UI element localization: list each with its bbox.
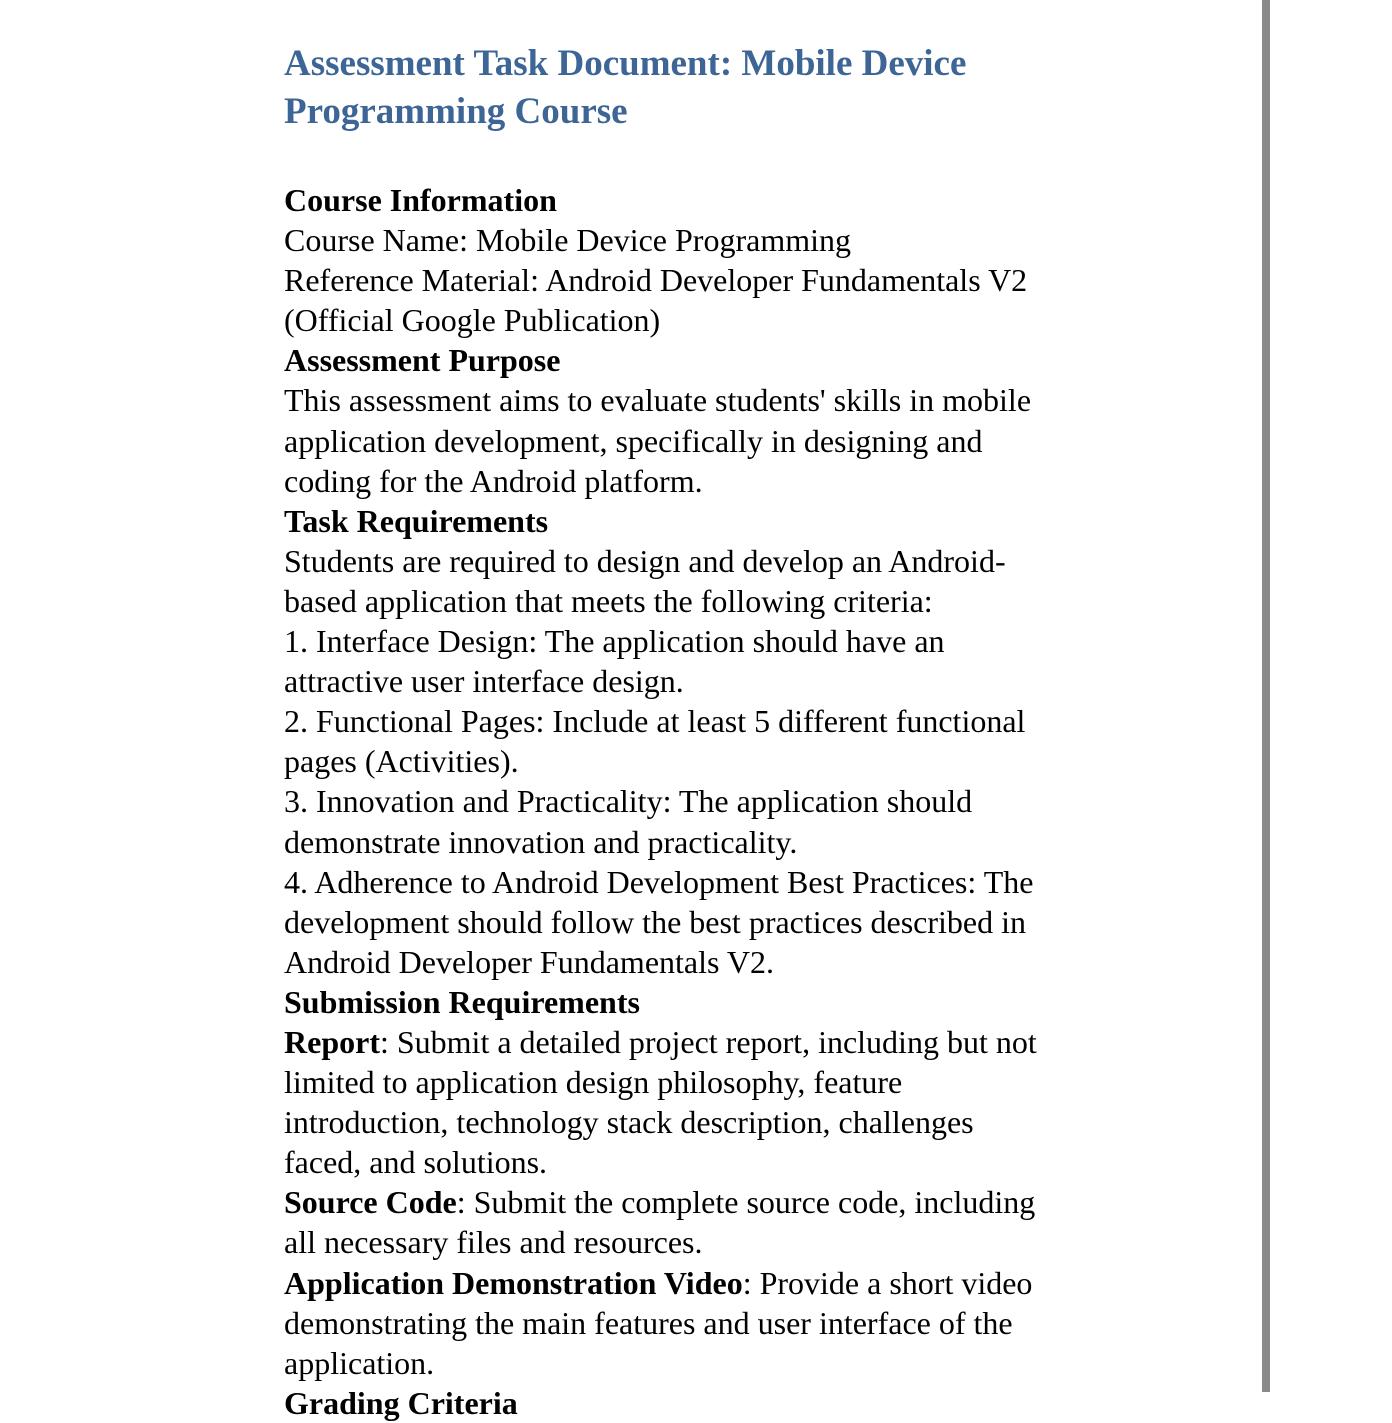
task-item-4-cont: Android Developer Fundamentals V2.: [284, 943, 774, 980]
video-label: Application Demonstration Video: [284, 1264, 743, 1301]
report-requirement: [284, 1022, 1114, 1062]
source-code-label: Source Code: [284, 1184, 457, 1221]
report-text-line: introduction, technology stack description, challenges: [284, 1104, 974, 1141]
submission-heading: Submission Requirements: [284, 983, 640, 1020]
report-label: Report: [284, 1023, 380, 1060]
task-item-1-cont: attractive user interface design.: [284, 663, 684, 700]
video-text-line: demonstrating the main features and user interface of the: [284, 1304, 1013, 1341]
task-item-2: 2. Functional Pages: Include at least 5 different functional: [284, 703, 1026, 740]
grading-heading-partial: Grading Criteria: [284, 1384, 518, 1421]
video-text-line: application.: [284, 1344, 435, 1381]
task-item-1: 1. Interface Design: The application should have an: [284, 623, 945, 660]
task-heading: Task Requirements: [284, 502, 549, 539]
purpose-text-line: application development, specifically in designing and: [284, 422, 983, 459]
task-intro-line: based application that meets the following criteria:: [284, 582, 933, 619]
source-code-requirement: [284, 1182, 1114, 1222]
scrollbar[interactable]: [1262, 0, 1270, 1392]
purpose-heading: Assessment Purpose: [284, 342, 561, 379]
document-body: [284, 40, 1114, 1423]
document-title: [284, 40, 1114, 136]
task-item-4-cont: development should follow the best practices described in: [284, 903, 1027, 940]
title-line-2: Programming Course: [284, 91, 628, 132]
video-text: : Provide a short video: [742, 1264, 1033, 1301]
reference-material-line-2: (Official Google Publication): [284, 302, 661, 339]
report-text-line: faced, and solutions.: [284, 1144, 548, 1181]
report-text-line: limited to application design philosophy, feature: [284, 1064, 903, 1101]
source-code-text: : Submit the complete source code, including: [456, 1184, 1036, 1221]
reference-material-line-1: Reference Material: Android Developer Fundamentals V2: [284, 262, 1028, 299]
task-item-3-cont: demonstrate innovation and practicality.: [284, 823, 798, 860]
report-text: : Submit a detailed project report, including but not: [379, 1023, 1037, 1060]
video-requirement: [284, 1263, 1114, 1303]
task-item-3: 3. Innovation and Practicality: The application should: [284, 783, 973, 820]
task-item-4: 4. Adherence to Android Development Best Practices: The: [284, 863, 1034, 900]
task-item-2-cont: pages (Activities).: [284, 743, 519, 780]
purpose-text-line: This assessment aims to evaluate students' skills in mobile: [284, 382, 1032, 419]
purpose-text-line: coding for the Android platform.: [284, 462, 703, 499]
course-name: Course Name: Mobile Device Programming: [284, 222, 851, 259]
task-intro-line: Students are required to design and develop an Android-: [284, 542, 1006, 579]
title-line-1: Assessment Task Document: Mobile Device: [284, 43, 967, 84]
course-info-heading: Course Information: [284, 182, 557, 218]
source-code-text-line: all necessary files and resources.: [284, 1224, 703, 1261]
